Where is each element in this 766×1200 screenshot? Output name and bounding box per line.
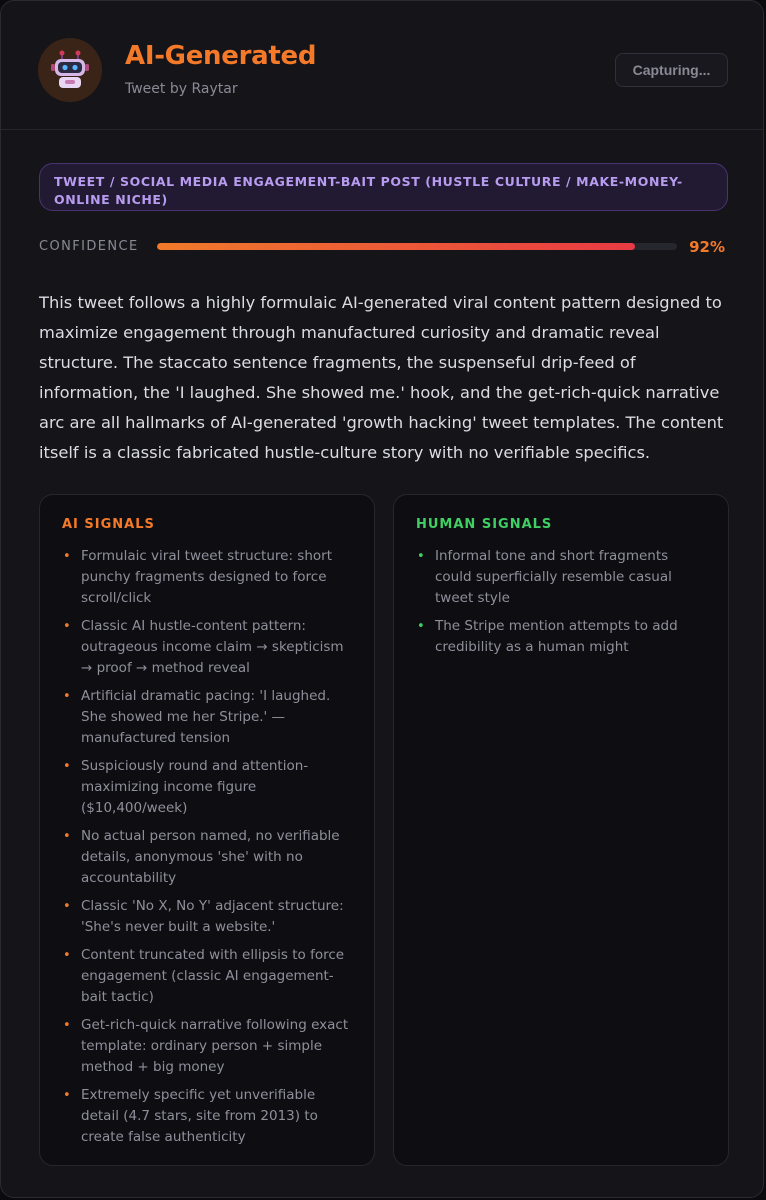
signal-item xyxy=(62,945,352,1008)
signal-item xyxy=(62,686,352,749)
bullet-icon: • xyxy=(63,1018,71,1033)
signal-text: Classic 'No X, No Y' adjacent structure: 'She's never built a website.' xyxy=(81,898,344,935)
signal-item xyxy=(416,546,706,609)
signal-item xyxy=(62,546,352,609)
confidence-bar-fill xyxy=(157,243,635,250)
confidence-label: CONFIDENCE xyxy=(39,239,139,254)
ai-signals-panel xyxy=(39,494,375,1166)
signal-text: Get-rich-quick narrative following exact template: ordinary person + simple method + big money xyxy=(81,1017,349,1075)
signal-item xyxy=(62,756,352,819)
ai-signals-title: AI SIGNALS xyxy=(62,517,155,532)
human-signals-panel xyxy=(393,494,729,1166)
signal-item xyxy=(62,1085,352,1148)
signal-item xyxy=(62,616,352,679)
bullet-icon: • xyxy=(417,619,425,634)
ai-signals-list xyxy=(62,546,352,1148)
signal-text: No actual person named, no verifiable details, anonymous 'she' with no accountability xyxy=(81,828,340,886)
bullet-icon: • xyxy=(63,619,71,634)
bullet-icon: • xyxy=(63,689,71,704)
analysis-summary: This tweet follows a highly formulaic AI-generated viral content pattern designed to maximize engagement through manufactured curiosity and dramatic reveal structure. The staccato sentence fragments, the suspenseful drip-feed of information, the 'I laughed. She showed me.' hook, and the get-rich-quick narrative arc are all hallmarks of AI-generated 'growth hacking' tweet templates. The content itself is a classic fabricated hustle-culture story with no verifiable specifics. xyxy=(39,293,724,462)
signal-text: Content truncated with ellipsis to force engagement (classic AI engagement-bait tactic) xyxy=(81,947,345,1005)
confidence-value: 92% xyxy=(689,238,725,256)
bullet-icon: • xyxy=(63,759,71,774)
robot-icon xyxy=(38,38,102,102)
verdict-title: AI-Generated xyxy=(125,41,317,71)
confidence-bar xyxy=(157,243,677,250)
signal-text: Informal tone and short fragments could superficially resemble casual tweet style xyxy=(435,548,672,606)
bullet-icon: • xyxy=(63,549,71,564)
signal-item xyxy=(62,1015,352,1078)
avatar xyxy=(38,38,102,102)
capture-button[interactable]: Capturing... xyxy=(615,53,728,87)
signal-item xyxy=(62,896,352,938)
human-signals-title: HUMAN SIGNALS xyxy=(416,517,553,532)
card-header xyxy=(1,1,763,130)
human-signals-list xyxy=(416,546,706,658)
tweet-author: Tweet by Raytar xyxy=(125,81,238,97)
signal-text: Classic AI hustle-content pattern: outrageous income claim → skepticism → proof → method reveal xyxy=(81,618,344,676)
signal-item xyxy=(416,616,706,658)
signal-item xyxy=(62,826,352,889)
bullet-icon: • xyxy=(63,829,71,844)
signal-text: Extremely specific yet unverifiable detail (4.7 stars, site from 2013) to create false authenticity xyxy=(81,1087,318,1145)
signal-text: Suspiciously round and attention-maximizing income figure ($10,400/week) xyxy=(81,758,309,816)
bullet-icon: • xyxy=(417,549,425,564)
signal-text: The Stripe mention attempts to add credibility as a human might xyxy=(435,618,678,655)
bullet-icon: • xyxy=(63,1088,71,1103)
signal-text: Formulaic viral tweet structure: short punchy fragments designed to force scroll/click xyxy=(81,548,332,606)
signal-text: Artificial dramatic pacing: 'I laughed. She showed me her Stripe.' — manufactured tension xyxy=(81,688,331,746)
bullet-icon: • xyxy=(63,899,71,914)
bullet-icon: • xyxy=(63,948,71,963)
category-badge: TWEET / SOCIAL MEDIA ENGAGEMENT-BAIT POST (HUSTLE CULTURE / MAKE-MONEY-ONLINE NICHE) xyxy=(39,163,728,211)
